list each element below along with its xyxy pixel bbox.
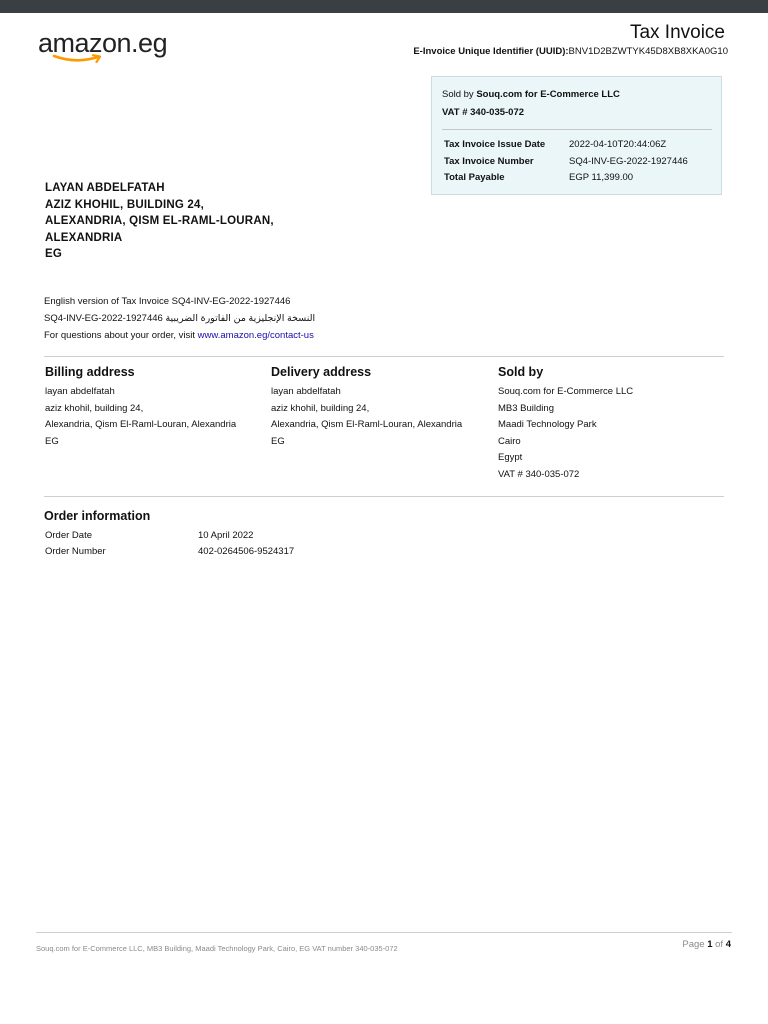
document-title: Tax Invoice <box>629 22 725 43</box>
delivery-heading: Delivery address <box>271 365 372 379</box>
questions-prefix: For questions about your order, visit <box>44 330 198 341</box>
sold-by-name: Souq.com for E-Commerce LLC <box>476 89 620 100</box>
seller-line: Maadi Technology Park <box>498 419 597 430</box>
delivery-address <box>271 365 462 450</box>
section-divider <box>44 496 724 497</box>
sold-by-line <box>442 89 620 100</box>
vat-number: VAT # 340-035-072 <box>442 107 525 118</box>
summary-label: Total Payable <box>444 172 505 183</box>
page-total: 4 <box>725 939 731 950</box>
seller-heading: Sold by <box>498 365 544 379</box>
customer-line: LAYAN ABDELFATAH <box>45 182 165 194</box>
arabic-version-line: SQ4-INV-EG-2022-1927446 النسخة الإنجليزية من الفاتورة الضريبية <box>44 313 316 324</box>
sold-by-prefix: Sold by <box>442 89 477 100</box>
order-value: 402-0264506-9524317 <box>198 546 295 557</box>
billing-line: aziz khohil, building 24, <box>45 402 144 414</box>
seller-line: MB3 Building <box>498 402 554 414</box>
billing-line: EG <box>45 435 59 447</box>
seller-line: Souq.com for E-Commerce LLC <box>498 386 634 397</box>
seller-line: Cairo <box>498 435 521 447</box>
billing-heading: Billing address <box>45 365 135 379</box>
logo-wordmark: amazon.eg <box>38 28 168 58</box>
page-indicator <box>682 939 731 950</box>
top-bar <box>0 0 768 13</box>
delivery-line: EG <box>271 435 285 447</box>
uuid-line <box>413 46 728 57</box>
seller-line: Egypt <box>498 452 523 463</box>
amazon-logo[interactable] <box>38 28 178 68</box>
customer-line: ALEXANDRIA, QISM EL-RAML-LOURAN, <box>45 215 274 227</box>
summary-value: SQ4-INV-EG-2022-1927446 <box>569 156 688 167</box>
customer-line: ALEXANDRIA <box>45 231 123 244</box>
invoice-summary-box <box>431 76 722 195</box>
uuid-label: E-Invoice Unique Identifier (UUID): <box>413 46 569 57</box>
english-version-line: English version of Tax Invoice SQ4-INV-EG-2022-1927446 <box>44 296 291 307</box>
uuid-value: BNV1D2BZWTYK45D8XB8XKA0G10 <box>568 46 728 57</box>
customer-address <box>45 180 274 263</box>
footer-divider <box>36 932 732 933</box>
seller-address <box>498 365 633 483</box>
delivery-line: Alexandria, Qism El-Raml-Louran, Alexandria <box>271 419 463 430</box>
seller-line: VAT # 340-035-072 <box>498 468 580 480</box>
summary-divider <box>442 129 712 130</box>
page-word: Page <box>682 939 708 950</box>
order-label: Order Number <box>45 546 106 557</box>
billing-address <box>45 365 236 450</box>
version-info <box>44 293 315 344</box>
contact-us-link[interactable]: www.amazon.eg/contact-us <box>197 330 314 341</box>
summary-label: Tax Invoice Number <box>444 156 534 167</box>
summary-label: Tax Invoice Issue Date <box>444 139 546 150</box>
questions-line <box>44 327 315 344</box>
order-value: 10 April 2022 <box>198 530 254 541</box>
smile-arrow-icon <box>52 54 104 64</box>
order-label: Order Date <box>45 530 92 541</box>
delivery-line: aziz khohil, building 24, <box>271 402 370 414</box>
customer-line: EG <box>45 248 63 260</box>
billing-line: Alexandria, Qism El-Raml-Louran, Alexandria <box>45 419 237 430</box>
page-of: of <box>712 939 726 950</box>
customer-line: AZIZ KHOHIL, BUILDING 24, <box>45 198 204 211</box>
page-current: 1 <box>707 939 713 950</box>
footer-company-info: Souq.com for E-Commerce LLC, MB3 Building, Maadi Technology Park, Cairo, EG VAT number 340-035-072 <box>36 944 398 953</box>
section-divider <box>44 356 724 357</box>
summary-value: EGP 11,399.00 <box>569 172 634 183</box>
billing-line: layan abdelfatah <box>45 386 115 397</box>
delivery-line: layan abdelfatah <box>271 386 341 397</box>
summary-value: 2022-04-10T20:44:06Z <box>569 139 667 150</box>
order-info-heading: Order information <box>44 509 151 523</box>
